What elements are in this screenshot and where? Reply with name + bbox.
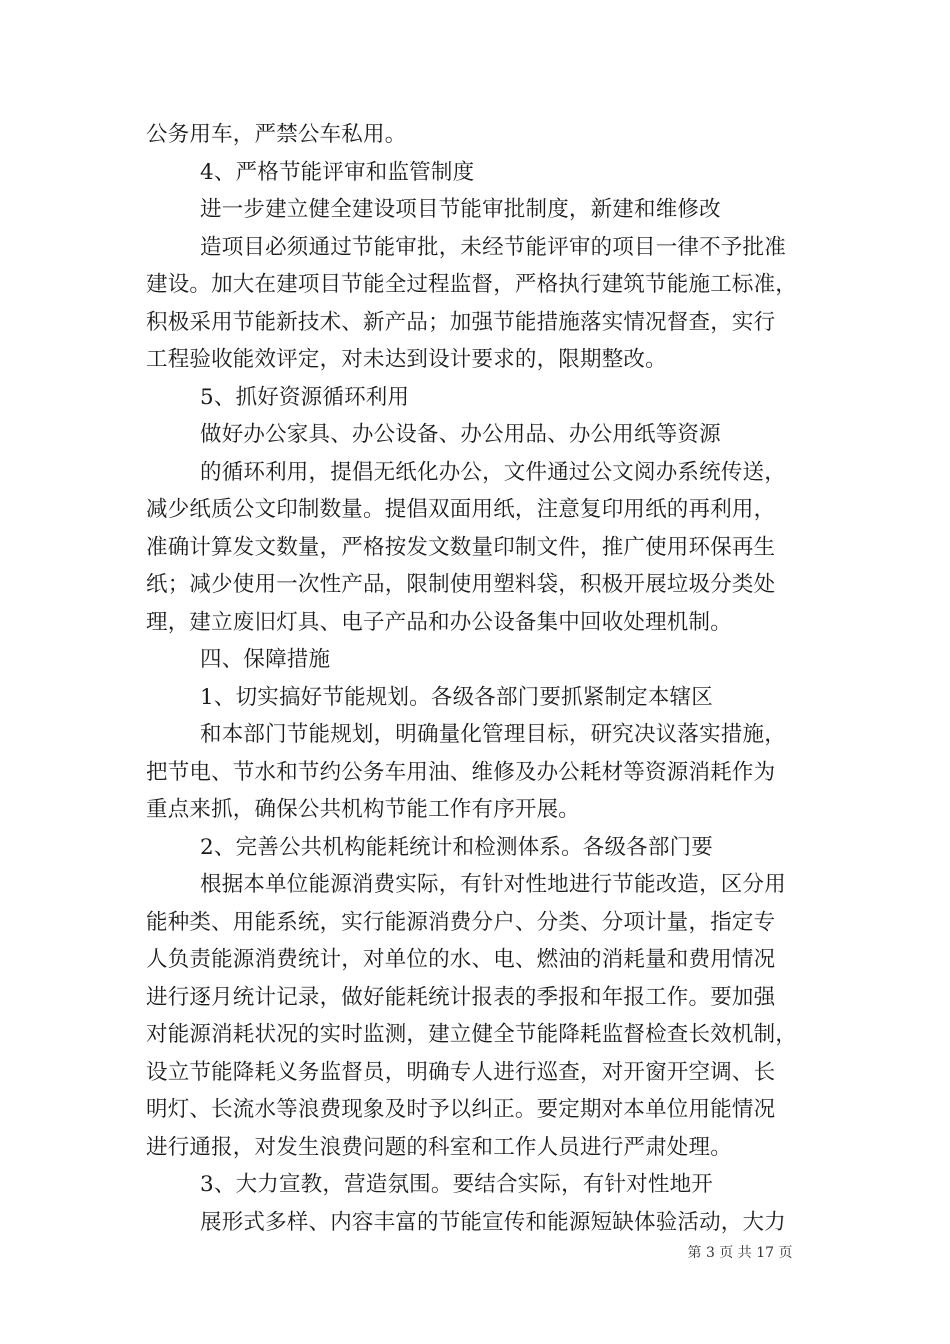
text-line: 展形式多样、内容丰富的节能宣传和能源短缺体验活动，大力 <box>200 1209 786 1235</box>
text-line: 重点来抓，确保公共机构节能工作有序开展。 <box>146 797 581 822</box>
text-line: 根据本单位能源消费实际，有针对性地进行节能改造，区分用 <box>200 872 786 897</box>
text-line: 理，建立废旧灯具、电子产品和办公设备集中回收处理机制。 <box>146 609 732 635</box>
text-line: 纸；减少使用一次性产品，限制使用塑料袋，积极开展垃圾分类处 <box>146 572 776 597</box>
text-line: 和本部门节能规划，明确量化管理目标，研究决议落实措施， <box>200 722 786 747</box>
text-line: 3、大力宣教，营造氛围。要结合实际，有针对性地开 <box>200 1172 713 1197</box>
text-line: 造项目必须通过节能审批，未经节能评审的项目一律不予批准 <box>200 234 786 260</box>
text-line: 工程验收能效评定，对未达到设计要求的，限期整改。 <box>146 347 667 372</box>
text-line: 设立节能降耗义务监督员，明确专人进行巡查，对开窗开空调、长 <box>146 1059 776 1085</box>
text-line: 进一步建立健全建设项目节能审批制度，新建和维修改 <box>200 197 721 222</box>
text-line: 进行通报，对发生浪费问题的科室和工作人员进行严肃处理。 <box>146 1134 732 1160</box>
text-line: 明灯、长流水等浪费现象及时予以纠正。要定期对本单位用能情况 <box>146 1097 776 1122</box>
text-line: 公务用车，严禁公车私用。 <box>146 122 407 147</box>
text-line: 减少纸质公文印制数量。提倡双面用纸，注意复印用纸的再利用， <box>146 497 776 522</box>
text-line: 4、严格节能评审和监管制度 <box>200 159 475 185</box>
text-line: 建设。加大在建项目节能全过程监督，严格执行建筑节能施工标准， <box>146 272 798 297</box>
text-line: 做好办公家具、办公设备、办公用品、办公用纸等资源 <box>200 422 721 447</box>
text-line: 人负责能源消费统计，对单位的水、电、燃油的消耗量和费用情况 <box>146 947 776 972</box>
document-body <box>146 116 836 1241</box>
page-number-footer: 第 3 页 共 17 页 <box>687 1245 793 1261</box>
text-line: 对能源消耗状况的实时监测，建立健全节能降耗监督检查长效机制， <box>146 1022 798 1047</box>
text-line: 积极采用节能新技术、新产品；加强节能措施落实情况督查，实行 <box>146 309 776 335</box>
text-line: 1、切实搞好节能规划。各级各部门要抓紧制定本辖区 <box>200 684 713 710</box>
text-line: 准确计算发文数量，严格按发文数量印制文件，推广使用环保再生 <box>146 534 776 560</box>
text-line: 2、完善公共机构能耗统计和检测体系。各级各部门要 <box>200 834 713 860</box>
text-line: 四、保障措施 <box>200 647 331 672</box>
text-line: 进行逐月统计记录，做好能耗统计报表的季报和年报工作。要加强 <box>146 984 776 1010</box>
text-line: 的循环利用，提倡无纸化办公，文件通过公文阅办系统传送， <box>200 459 786 485</box>
text-line: 5、抓好资源循环利用 <box>200 384 410 410</box>
text-line: 能种类、用能系统，实行能源消费分户、分类、分项计量，指定专 <box>146 909 776 935</box>
text-line: 把节电、节水和节约公务车用油、维修及办公耗材等资源消耗作为 <box>146 759 776 785</box>
